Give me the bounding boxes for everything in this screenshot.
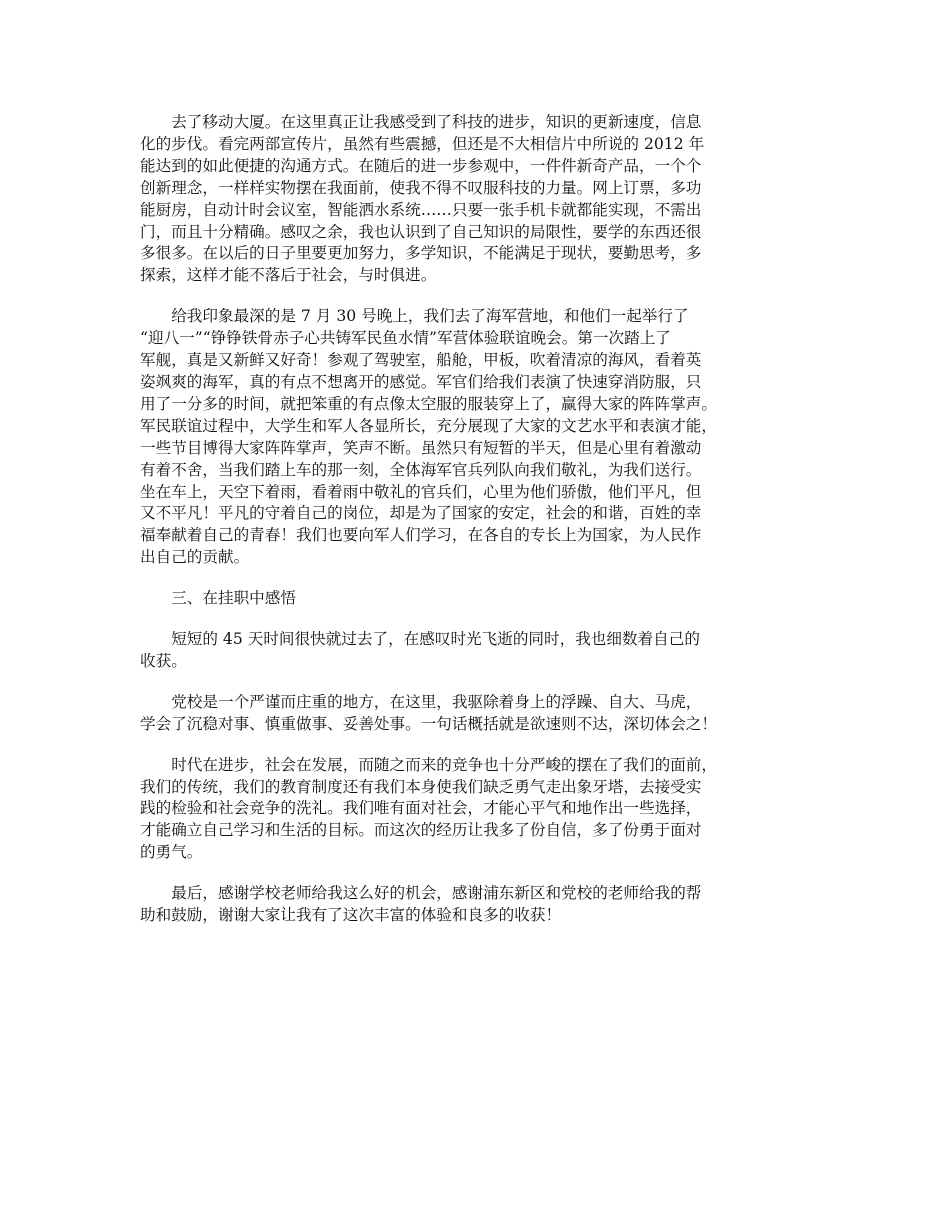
paragraph <box>140 692 812 736</box>
text-line: 的勇气。 <box>140 843 203 862</box>
paragraph <box>140 306 812 569</box>
text-line: 助和鼓励，谢谢大家让我有了这次丰富的体验和良多的收获！ <box>140 906 562 925</box>
text-line: “迎八一”“铮铮铁骨赤子心共铸军民鱼水情”军营体验联谊晚会。第一次踏上了 <box>140 329 671 348</box>
paragraph <box>140 755 812 865</box>
paragraph <box>140 883 812 927</box>
text-line: 福奉献着自己的青春！我们也要向军人们学习，在各自的专长上为国家，为人民作 <box>140 526 702 545</box>
text-line: 坐在车上，天空下着雨，看着雨中敬礼的官兵们，心里为他们骄傲，他们平凡，但 <box>140 482 702 501</box>
text-line: 给我印象最深的是 7 月 30 号晚上，我们去了海军营地，和他们一起举行了 <box>171 307 689 326</box>
text-line: 姿飒爽的海军，真的有点不想离开的感觉。军官们给我们表演了快速穿消防服，只 <box>140 372 702 391</box>
text-line: 短短的 45 天时间很快就过去了，在感叹时光飞逝的同时，我也细数着自己的 <box>171 630 700 649</box>
text-line: 能厨房，自动计时会议室，智能洒水系统……只要一张手机卡就都能实现，不需出 <box>140 200 702 219</box>
paragraph <box>140 629 812 673</box>
text-line: 时代在进步，社会在发展，而随之而来的竞争也十分严峻的摆在了我们的面前， <box>171 755 717 774</box>
text-line: 党校是一个严谨而庄重的地方，在这里，我驱除着身上的浮躁、自大、马虎， <box>171 692 702 711</box>
text-line: 学会了沉稳对事、慎重做事、妥善处事。一句话概括就是欲速则不达，深切体会之！ <box>140 714 717 733</box>
document-page <box>140 112 812 946</box>
paragraph <box>140 112 812 287</box>
text-line: 多很多。在以后的日子里要更加努力，多学知识，不能满足于现状，要勤思考，多 <box>140 244 702 263</box>
section-heading <box>140 588 812 610</box>
text-line: 用了一分多的时间，就把笨重的有点像太空服的服装穿上了，赢得大家的阵阵掌声。 <box>140 394 717 413</box>
document-body <box>140 112 812 927</box>
text-line: 才能确立自己学习和生活的目标。而这次的经历让我多了份自信，多了份勇于面对 <box>140 821 702 840</box>
text-line: 去了移动大厦。在这里真正让我感受到了科技的进步，知识的更新速度，信息 <box>171 113 702 131</box>
text-line: 践的检验和社会竞争的洗礼。我们唯有面对社会，才能心平气和地作出一些选择， <box>140 799 702 818</box>
text-line: 出自己的贡献。 <box>140 548 250 567</box>
text-line: 军舰，真是又新鲜又好奇！参观了驾驶室，船舱，甲板，吹着清凉的海风，看着英 <box>140 351 702 370</box>
text-line: 有着不舍，当我们踏上车的那一刻，全体海军官兵列队向我们敬礼，为我们送行。 <box>140 460 702 479</box>
text-line: 能达到的如此便捷的沟通方式。在随后的进一步参观中，一件件新奇产品，一个个 <box>140 156 702 175</box>
text-line: 三、在挂职中感悟 <box>171 589 296 608</box>
text-line: 军民联谊过程中，大学生和军人各显所长，充分展现了大家的文艺水平和表演才能， <box>140 416 717 435</box>
text-line: 最后，感谢学校老师给我这么好的机会，感谢浦东新区和党校的老师给我的帮 <box>171 884 702 903</box>
text-line: 创新理念，一样样实物摆在我面前，使我不得不叹服科技的力量。网上订票，多功 <box>140 178 702 197</box>
text-line: 收获。 <box>140 651 187 670</box>
text-line: 化的步伐。看完两部宣传片，虽然有些震撼，但还是不大相信片中所说的 2012 年 <box>140 134 705 153</box>
text-line: 一些节目博得大家阵阵掌声，笑声不断。虽然只有短暂的半天，但是心里有着激动 <box>140 438 702 457</box>
text-line: 又不平凡！平凡的守着自己的岗位，却是为了国家的安定，社会的和谐，百姓的幸 <box>140 504 702 523</box>
text-line: 门，而且十分精确。感叹之余，我也认识到了自己知识的局限性，要学的东西还很 <box>140 222 702 241</box>
text-line: 探索，这样才能不落后于社会，与时俱进。 <box>140 266 437 285</box>
text-line: 我们的传统，我们的教育制度还有我们本身使我们缺乏勇气走出象牙塔，去接受实 <box>140 777 702 796</box>
